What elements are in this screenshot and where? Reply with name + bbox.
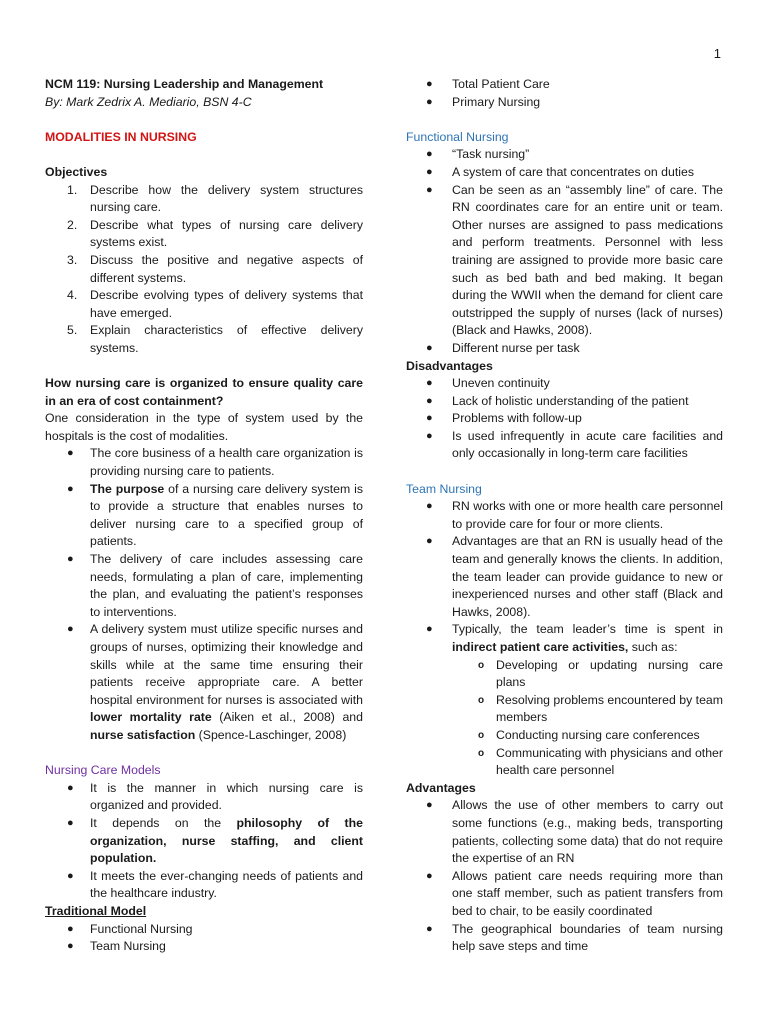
list-item: ● It meets the ever-changing needs of patients and the healthcare industry. — [67, 868, 363, 901]
list-item: o Conducting nursing care conferences — [478, 727, 700, 742]
page-number: 1 — [713, 46, 721, 61]
objective-item: 5. Explain characteristics of effective delivery systems. — [67, 323, 363, 355]
list-item: ● RN works with one or more health care personnel to provide care for four or more clients. — [426, 499, 723, 531]
team-leader-activities-list — [406, 657, 723, 780]
list-item: o Resolving problems encountered by team members — [478, 692, 723, 725]
list-item: ● Lack of holistic understanding of the patient — [426, 393, 689, 408]
organization-bullets — [45, 445, 363, 744]
list-item: ● Advantages are that an RN is usually head of the team and generally knows the clients. In addition, the team leader can provide guidance to new or inexperienced nurses and other staff (Black and Hawks, 2008). — [426, 534, 723, 619]
list-item: ● Typically, the team leader’s time is spent in indirect patient care activities, such as: — [426, 622, 723, 654]
objectives-heading: Objectives — [45, 164, 108, 179]
list-item: ● Is used infrequently in acute care facilities and only occasionally in long-term care facilities — [426, 428, 723, 461]
functional-nursing-list — [406, 146, 723, 357]
team-nursing-list — [406, 498, 723, 656]
list-item: o Communicating with physicians and other health care personnel — [478, 745, 723, 778]
traditional-model-heading: Traditional Model — [45, 903, 147, 918]
list-item: ● Problems with follow-up — [426, 411, 582, 426]
list-item: ● The geographical boundaries of team nursing help save steps and time — [426, 921, 723, 954]
list-item: ● Different nurse per task — [426, 340, 580, 355]
advantages-heading: Advantages — [406, 780, 476, 795]
list-item: ● Team Nursing — [67, 939, 166, 954]
list-item: ● Primary Nursing — [426, 94, 541, 109]
functional-nursing-heading: Functional Nursing — [406, 129, 509, 144]
list-item: ● Allows the use of other members to carry out some functions (e.g., making beds, transporting patients, collecting some data) that do not require the expertise of an RN — [426, 798, 723, 866]
author-line: By: Mark Zedrix A. Mediario, BSN 4-C — [45, 94, 252, 109]
disadvantages-list — [406, 375, 723, 463]
list-item: ● It depends on the philosophy of the organization, nurse staffing, and client population. — [67, 815, 363, 866]
list-item: ● “Task nursing” — [426, 147, 530, 162]
list-item: ● Allows patient care needs requiring more than one staff member, such as patient transfers from bed to chair, to be easily coordinated — [426, 868, 723, 918]
objective-item: 2. Describe what types of nursing care delivery systems exist. — [67, 217, 363, 250]
objective-item: 3. Discuss the positive and negative aspects of different systems. — [67, 252, 363, 285]
list-item: ● It is the manner in which nursing care is organized and provided. — [67, 780, 363, 813]
disadvantages-heading: Disadvantages — [406, 358, 493, 373]
traditional-model-list-cont — [406, 76, 723, 111]
consideration-text: One consideration in the type of system used by the hospitals is the cost of modalities. — [45, 411, 363, 443]
list-item: ● A delivery system must utilize specific nurses and groups of nurses, optimizing their knowledge and skills while at the same time ensuring their patients receive appropriate care. A better hospital environment for nurses is associated with lower mortality rate (Aiken et al., 2008) and nurse satisfaction (Spence-Laschinger, 2008) — [67, 622, 363, 742]
objective-item: 1. Describe how the delivery system structures nursing care. — [67, 182, 363, 215]
list-item: ● The purpose of a nursing care delivery system is to provide a structure that enables nurses to deliver nursing care to a specified group of patients. — [67, 481, 363, 549]
question-heading: How nursing care is organized to ensure quality care in an era of cost containment? — [45, 376, 363, 408]
right-column — [406, 76, 723, 956]
objectives-list — [45, 182, 363, 358]
list-item: ● Total Patient Care — [426, 77, 550, 91]
models-list — [45, 780, 363, 903]
list-item: ● A system of care that concentrates on duties — [426, 164, 694, 179]
list-item: ● The core business of a health care organization is providing nursing care to patients. — [67, 446, 363, 479]
objective-item: 4. Describe evolving types of delivery systems that have emerged. — [67, 288, 363, 320]
list-item: ● Can be seen as an “assembly line” of care. The RN coordinates care for an entire unit or team. Other nurses are assigned to pass medications and perform treatments. Personnel with less training are assigned to provide more basic care such as bed bath and bed making. It began during the WWII when the demand for client care outstripped the supply of nurses (lack of nurses) (Black and Hawks, 2008). — [426, 182, 723, 338]
course-title: NCM 119: Nursing Leadership and Management — [45, 77, 324, 91]
list-item: ● Functional Nursing — [67, 921, 193, 936]
list-item: ● The delivery of care includes assessing care needs, formulating a plan of care, implementing the plan, and evaluating the patient’s responses to interventions. — [67, 552, 363, 619]
team-nursing-heading: Team Nursing — [406, 481, 482, 496]
left-column — [45, 76, 363, 956]
list-item: ● Uneven continuity — [426, 376, 550, 391]
list-item: o Developing or updating nursing care plans — [478, 657, 723, 690]
advantages-list — [406, 797, 723, 955]
traditional-model-list — [45, 921, 363, 956]
models-heading: Nursing Care Models — [45, 763, 161, 778]
section-title: MODALITIES IN NURSING — [45, 129, 197, 144]
